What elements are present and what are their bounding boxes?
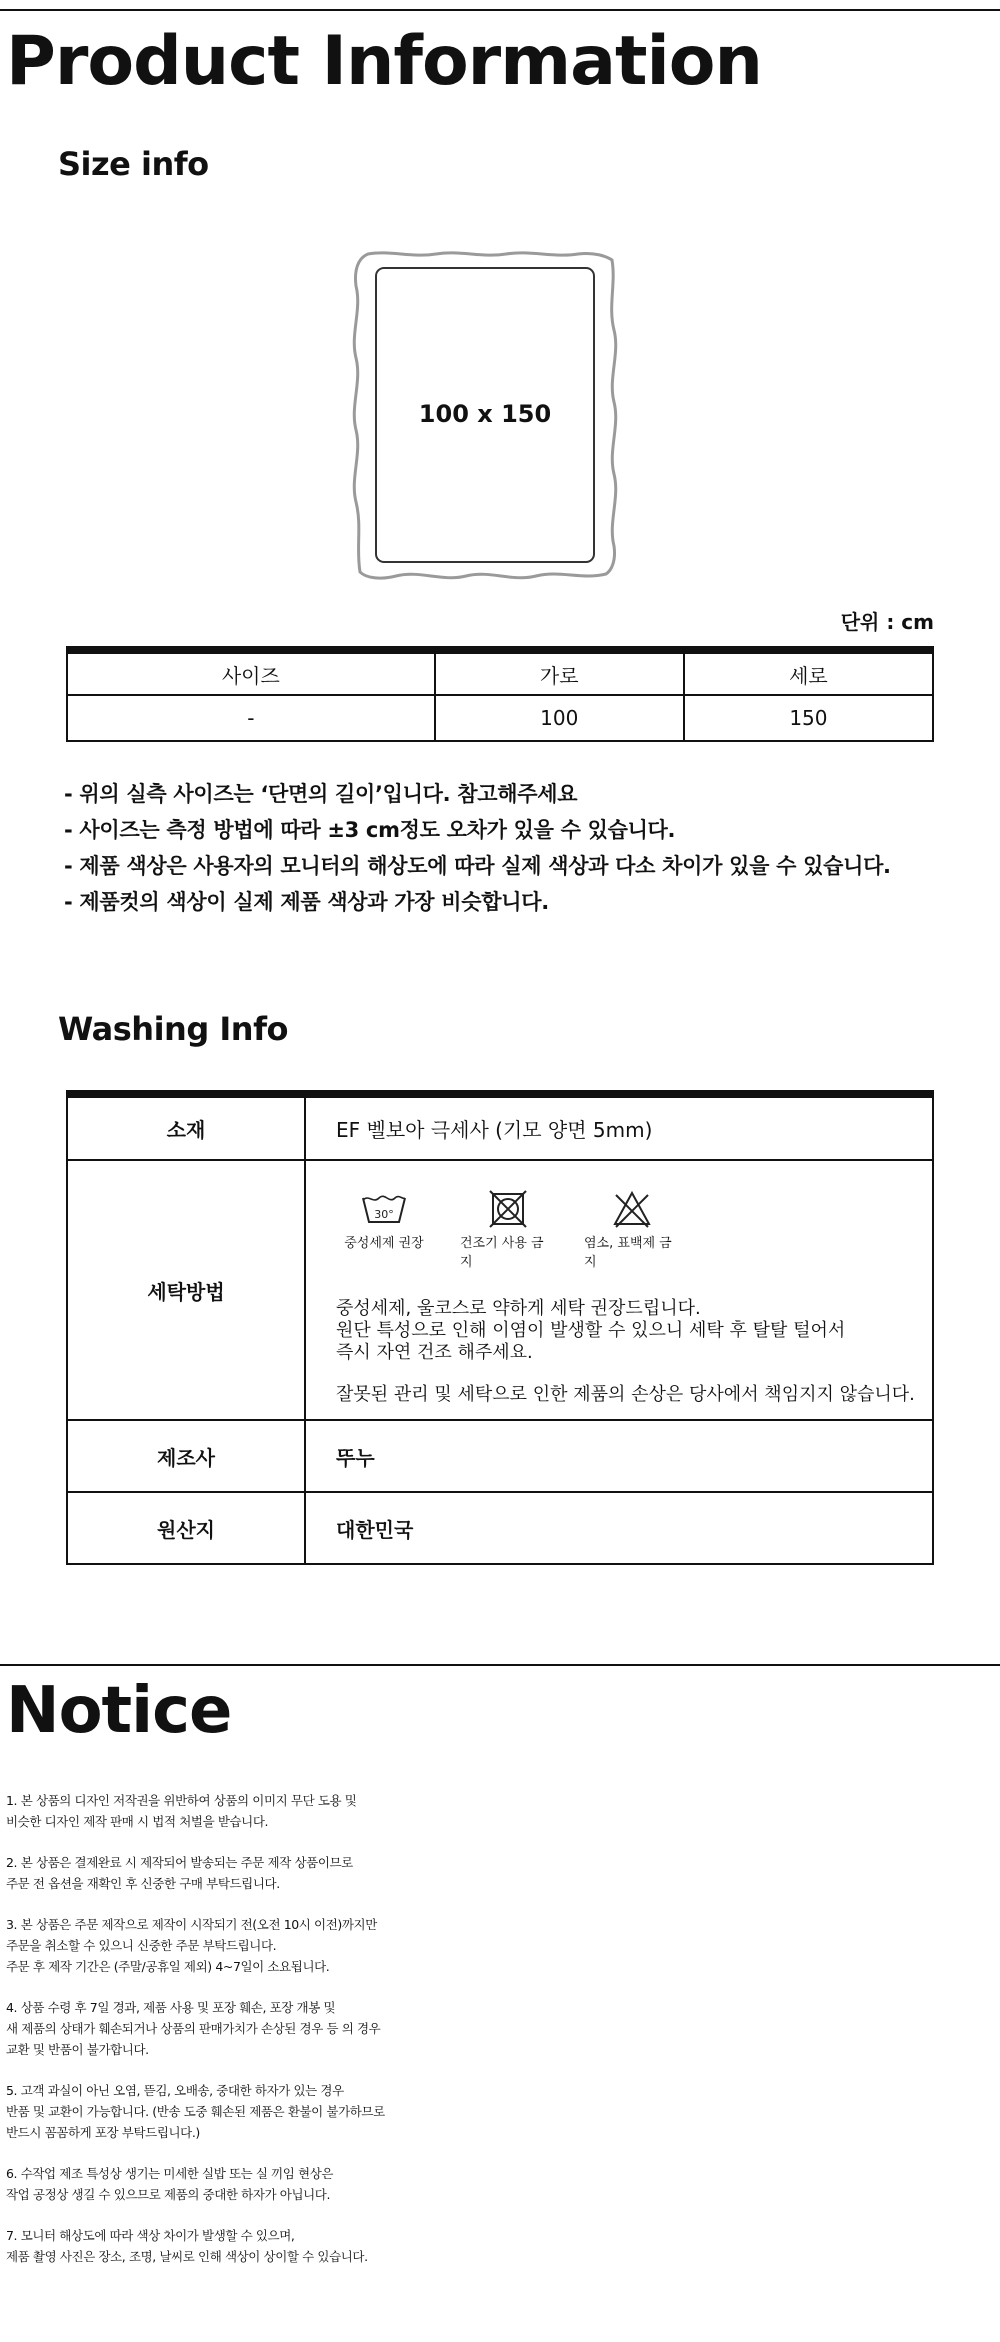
table-row — [67, 1160, 933, 1420]
wash-temp-symbol: 30° — [374, 1208, 394, 1221]
care-item — [460, 1186, 556, 1270]
maker-label: 제조사 — [67, 1420, 305, 1492]
table-row — [67, 1094, 933, 1160]
notice-list — [6, 1790, 606, 2287]
size-notes — [64, 776, 891, 920]
page-title: Product Information — [6, 22, 762, 101]
care-line: 즉시 자연 건조 해주세요. — [336, 1342, 533, 1363]
table-row — [67, 1420, 933, 1492]
size-header: 사이즈 — [67, 650, 435, 695]
notice-line: 교환 및 반품이 불가합니다. — [6, 2042, 149, 2057]
origin-value: 대한민국 — [305, 1492, 933, 1564]
notice-line: 2. 본 상품은 결제완료 시 제작되어 발송되는 주문 제작 상품이므로 — [6, 1855, 353, 1870]
method-value — [305, 1160, 933, 1420]
notice-line: 반품 및 교환이 가능합니다. (반송 도중 훼손된 제품은 환불이 불가하므로 — [6, 2104, 385, 2119]
notice-line: 1. 본 상품의 디자인 저작권을 위반하여 상품의 이미지 무단 도용 및 — [6, 1793, 357, 1808]
washing-table — [66, 1090, 934, 1565]
material-label: 소재 — [67, 1094, 305, 1160]
care-label: 중성세제 권장 — [344, 1236, 424, 1251]
length-value: 150 — [684, 695, 933, 741]
care-label: 염소, 표백제 금지 — [584, 1236, 672, 1270]
maker-value: 뚜누 — [305, 1420, 933, 1492]
list-item: - 사이즈는 측정 방법에 따라 ±3 cm정도 오차가 있을 수 있습니다. — [64, 818, 676, 842]
table-header-row — [67, 650, 933, 695]
washing-info-heading: Washing Info — [58, 1010, 288, 1048]
length-header: 세로 — [684, 650, 933, 695]
care-warning: 잘못된 관리 및 세탁으로 인한 제품의 손상은 당사에서 책임지지 않습니다. — [336, 1384, 915, 1405]
top-divider — [0, 9, 1000, 11]
table-row — [67, 695, 933, 741]
material-value: EF 벨보아 극세사 (기모 양면 5mm) — [305, 1094, 933, 1160]
notice-item — [6, 2225, 606, 2267]
unit-label: 단위 : cm — [840, 610, 934, 634]
care-label: 건조기 사용 금지 — [460, 1236, 544, 1270]
notice-item — [6, 1997, 606, 2060]
notice-line: 제품 촬영 사진은 장소, 조명, 날씨로 인해 색상이 상이할 수 있습니다. — [6, 2249, 368, 2264]
care-line: 중성세제, 울코스로 약하게 세탁 권장드립니다. — [336, 1298, 701, 1319]
rug-size-label: 100 x 150 — [418, 400, 552, 428]
method-label: 세탁방법 — [67, 1160, 305, 1420]
no-bleach-icon — [612, 1186, 652, 1232]
notice-line: 4. 상품 수령 후 7일 경과, 제품 사용 및 포장 훼손, 포장 개봉 및 — [6, 2000, 336, 2015]
notice-line: 7. 모니터 해상도에 따라 색상 차이가 발생할 수 있으며, — [6, 2228, 295, 2243]
list-item: - 제품 색상은 사용자의 모니터의 해상도에 따라 실제 색상과 다소 차이가 있을 수 있습니다. — [64, 854, 891, 878]
width-value: 100 — [435, 695, 684, 741]
notice-line: 주문 전 옵션을 재확인 후 신중한 구매 부탁드립니다. — [6, 1876, 280, 1891]
list-item: - 위의 실측 사이즈는 ‘단면의 길이’입니다. 참고해주세요 — [64, 782, 578, 806]
notice-item — [6, 1914, 606, 1977]
notice-line: 3. 본 상품은 주문 제작으로 제작이 시작되기 전(오전 10시 이전)까지만 — [6, 1917, 377, 1932]
list-item: - 제품컷의 색상이 실제 제품 색상과 가장 비슷합니다. — [64, 890, 549, 914]
section-divider — [0, 1664, 1000, 1666]
notice-title: Notice — [6, 1674, 232, 1748]
care-line: 원단 특성으로 인해 이염이 발생할 수 있으니 세탁 후 탈탈 털어서 — [336, 1320, 846, 1341]
care-item — [336, 1186, 432, 1270]
notice-item — [6, 2163, 606, 2205]
care-item — [584, 1186, 680, 1270]
size-value: - — [67, 695, 435, 741]
notice-item — [6, 1790, 606, 1832]
notice-line: 비슷한 디자인 제작 판매 시 법적 처벌을 받습니다. — [6, 1814, 269, 1829]
notice-line: 반드시 꼼꼼하게 포장 부탁드립니다.) — [6, 2125, 200, 2140]
table-row — [67, 1492, 933, 1564]
origin-label: 원산지 — [67, 1492, 305, 1564]
no-tumble-dry-icon — [488, 1186, 528, 1232]
notice-item — [6, 2080, 606, 2143]
notice-line: 작업 공정상 생길 수 있으므로 제품의 중대한 하자가 아닙니다. — [6, 2187, 331, 2202]
size-table — [66, 646, 934, 742]
care-icons — [336, 1186, 932, 1270]
care-instructions — [336, 1298, 932, 1406]
notice-line: 5. 고객 과실이 아닌 오염, 뜯김, 오배송, 중대한 하자가 있는 경우 — [6, 2083, 344, 2098]
notice-line: 주문을 취소할 수 있으니 신중한 주문 부탁드립니다. — [6, 1938, 277, 1953]
size-info-heading: Size info — [58, 145, 209, 183]
notice-item — [6, 1852, 606, 1894]
notice-line: 새 제품의 상태가 훼손되거나 상품의 판매가치가 손상된 경우 등 의 경우 — [6, 2021, 381, 2036]
width-header: 가로 — [435, 650, 684, 695]
notice-line: 6. 수작업 제조 특성상 생기는 미세한 실밥 또는 실 끼임 현상은 — [6, 2166, 334, 2181]
wash-30-icon — [361, 1186, 407, 1232]
notice-line: 주문 후 제작 기간은 (주말/공휴일 제외) 4~7일이 소요됩니다. — [6, 1959, 330, 1974]
